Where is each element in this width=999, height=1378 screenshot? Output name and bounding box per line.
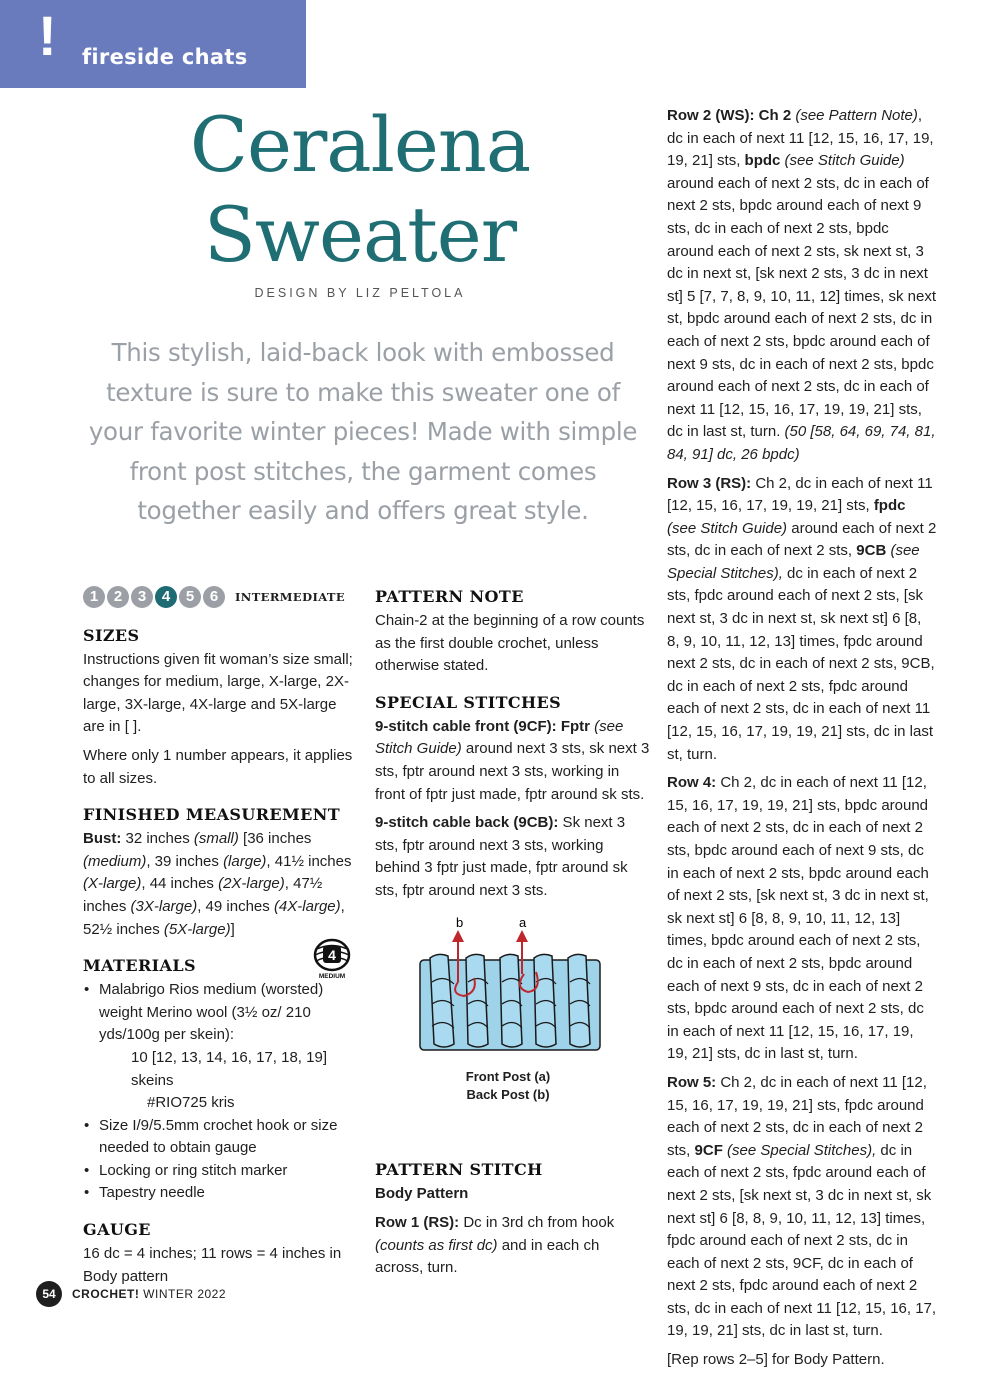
diagram-caption-front: Front Post (a) bbox=[465, 1069, 551, 1084]
page-number: 54 bbox=[36, 1281, 62, 1307]
svg-text:a: a bbox=[519, 915, 527, 930]
skein-count: 10 [12, 13, 14, 16, 17, 18, 19] skeins bbox=[131, 1048, 327, 1089]
svg-text:b: b bbox=[456, 915, 464, 930]
skill-level-label: INTERMEDIATE bbox=[235, 590, 346, 604]
pattern-note-heading: PATTERN NOTE bbox=[375, 587, 524, 606]
title-line-1: Ceralena bbox=[189, 100, 531, 189]
yarn-weight-icon bbox=[312, 938, 352, 980]
special-stitch-9cb: 9-stitch cable back (9CB): Sk next 3 sts, fptr around next 3 sts, working behind 3 fptr just made, fptr around sk sts, fptr around next 3 sts. bbox=[375, 814, 628, 899]
section-label: fireside chats bbox=[82, 45, 248, 69]
row-1: Row 1 (RS): Dc in 3rd ch from hook (counts as first dc) and in each ch across, turn. bbox=[375, 1214, 615, 1277]
row-5: Row 5: Ch 2, dc in each of next 11 [12, 15, 16, 17, 19, 19, 21] sts, fpdc around each of next 2 sts, dc in each of next 2 sts, 9CF (see Special Stitches), dc in each of next 2 sts, fpdc around each of next 2 sts, [sk next st, 3 dc in next st, sk next st] 6 [8, 8, 9, 10, 11, 12, 13] times, fpdc around each of next 2 sts, dc in each of next 2 sts, 9CF, dc in each of next 2 sts, fpdc around each of next 2 sts, dc in each of next 11 [12, 15, 16, 17, 19, 19, 21] sts, dc in last st, turn. bbox=[667, 1073, 937, 1340]
magazine-issue: CROCHET! WINTER 2022 bbox=[72, 1287, 227, 1301]
sizes-text: Instructions given fit woman’s size small; changes for medium, large, X-large, 2X-large, 3X-large, 4X-large and 5X-large are in [ ]. bbox=[83, 650, 353, 736]
skill-level bbox=[83, 586, 358, 609]
color-code: #RIO725 kris bbox=[147, 1094, 235, 1112]
pattern-stitch-heading: PATTERN STITCH bbox=[375, 1159, 543, 1179]
gauge-text: 16 dc = 4 inches; 11 rows = 4 inches in Body pattern bbox=[83, 1245, 342, 1285]
post-stitch-diagram bbox=[408, 912, 608, 1062]
list-item: • Size I/9/5.5mm crochet hook or size needed to obtain gauge bbox=[83, 1115, 358, 1160]
skill-dot: 2 bbox=[107, 586, 129, 608]
skill-dot: 1 bbox=[83, 586, 105, 608]
materials-list bbox=[83, 979, 358, 1205]
column-right bbox=[667, 105, 937, 1378]
skill-dot: 5 bbox=[179, 586, 201, 608]
diagram-caption-back: Back Post (b) bbox=[466, 1087, 550, 1102]
footer bbox=[36, 1281, 226, 1307]
list-item: • Tapestry needle bbox=[83, 1182, 358, 1205]
list-item: • Locking or ring stitch marker bbox=[83, 1160, 358, 1183]
byline: DESIGN BY LIZ PELTOLA bbox=[254, 286, 466, 300]
gauge-heading: GAUGE bbox=[83, 1220, 151, 1240]
skill-dot: 6 bbox=[203, 586, 225, 608]
intro-text: This stylish, laid-back look with embossed texture is sure to make this sweater one of your favorite winter pieces! Made with simple front post stitches, the garment comes together easily and offers great style. bbox=[88, 338, 638, 525]
list-item: • Malabrigo Rios medium (worsted) weight Merino wool (3½ oz/ 210 yds/100g per skein): 10 [12, 13, 14, 16, 17, 18, 19] skeins #RIO725 kris bbox=[83, 979, 358, 1115]
row-2: Row 2 (WS): Ch 2 (see Pattern Note), dc in each of next 11 [12, 15, 16, 17, 19, 19, 21] sts, bpdc (see Stitch Guide) around each of next 2 sts, dc in each of next 2 sts, bpdc around each of next 9 sts, dc in each of next 2 sts, bpdc around each of next 2 sts, sk next st, 3 dc in next st, [sk next 2 sts, 3 dc in next st] 5 [7, 7, 8, 9, 10, 11, 12] times, sk next st, bpdc around each of next 2 sts, dc in each of next 2 sts, bpdc around each of next 9 sts, dc in each of next 2 sts, bpdc around each of next 2 sts, dc in each of next 11 [12, 15, 16, 17, 19, 19, 21] sts, dc in last st, turn. (50 [58, 64, 69, 74, 81, 84, 91] dc, 26 bpdc) bbox=[667, 107, 937, 463]
repeat-note: [Rep rows 2–5] for Body Pattern. bbox=[667, 1351, 885, 1369]
sizes-heading: SIZES bbox=[83, 625, 140, 645]
svg-text:4: 4 bbox=[328, 947, 336, 963]
finished-text: Bust: 32 inches (small) [36 inches (medium), 39 inches (large), 41½ inches (X-large), 44 inches (2X-large), 47½ inches (3X-large), 49 inches (4X-large), 52½ inches (5X-large)] bbox=[83, 830, 352, 938]
pattern-note-text: Chain-2 at the beginning of a row counts as the first double crochet, unless otherwise stated. bbox=[375, 612, 645, 675]
special-stitch-9cf: 9-stitch cable front (9CF): Fptr (see Stitch Guide) around next 3 sts, sk next 3 sts, fptr around next 3 sts, working in front of fptr just made, fptr around sk sts. bbox=[375, 717, 650, 803]
finished-heading: FINISHED MEASUREMENT bbox=[83, 805, 341, 825]
row-4: Row 4: Ch 2, dc in each of next 11 [12, 15, 16, 17, 19, 19, 21] sts, bpdc around each of next 2 sts, dc in each of next 2 sts, bpdc around each of next 9 sts, dc in each of next 2 sts, bpdc around each of next 2 sts, [sk next st, 3 dc in next st, sk next st] 6 [8, 8, 9, 10, 11, 12, 13] times, bpdc around each of next 2 sts, dc in each of next 2 sts, bpdc around each of next 9 sts, dc in each of next 2 sts, bpdc around each of next 2 sts, dc in each of next 11 [12, 15, 16, 17, 19, 19, 21] sts, dc in last st, turn. bbox=[667, 774, 929, 1063]
title-line-2: Sweater bbox=[203, 190, 517, 279]
svg-text:MEDIUM: MEDIUM bbox=[318, 973, 346, 980]
skill-dot-active: 4 bbox=[155, 586, 177, 608]
pattern-stitch-sub: Body Pattern bbox=[375, 1184, 469, 1202]
skill-dot: 3 bbox=[131, 586, 153, 608]
materials-heading: MATERIALS bbox=[83, 956, 196, 976]
section-tab bbox=[0, 0, 306, 88]
special-stitches-heading: SPECIAL STITCHES bbox=[375, 692, 562, 712]
page-title bbox=[160, 100, 560, 280]
sizes-note: Where only 1 number appears, it applies to all sizes. bbox=[83, 746, 353, 787]
exclamation-icon: ! bbox=[38, 4, 57, 67]
row-3: Row 3 (RS): Ch 2, dc in each of next 11 [12, 15, 16, 17, 19, 19, 21] sts, fpdc (see Stitch Guide) around each of next 2 sts, dc in each of next 2 sts, 9CB (see Special Stitches), dc in each of next 2 sts, fpdc around each of next 2 sts, [sk next st, 3 dc in next st, sk next st] 6 [8, 8, 9, 10, 11, 12, 13] times, fpdc around next 2 sts, dc in each of next 2 sts, 9CB, dc in each of next 2 sts, fpdc around each of next 2 sts, dc in each of next 11 [12, 15, 16, 17, 19, 19, 21] sts, dc in last st, turn. bbox=[667, 474, 937, 763]
